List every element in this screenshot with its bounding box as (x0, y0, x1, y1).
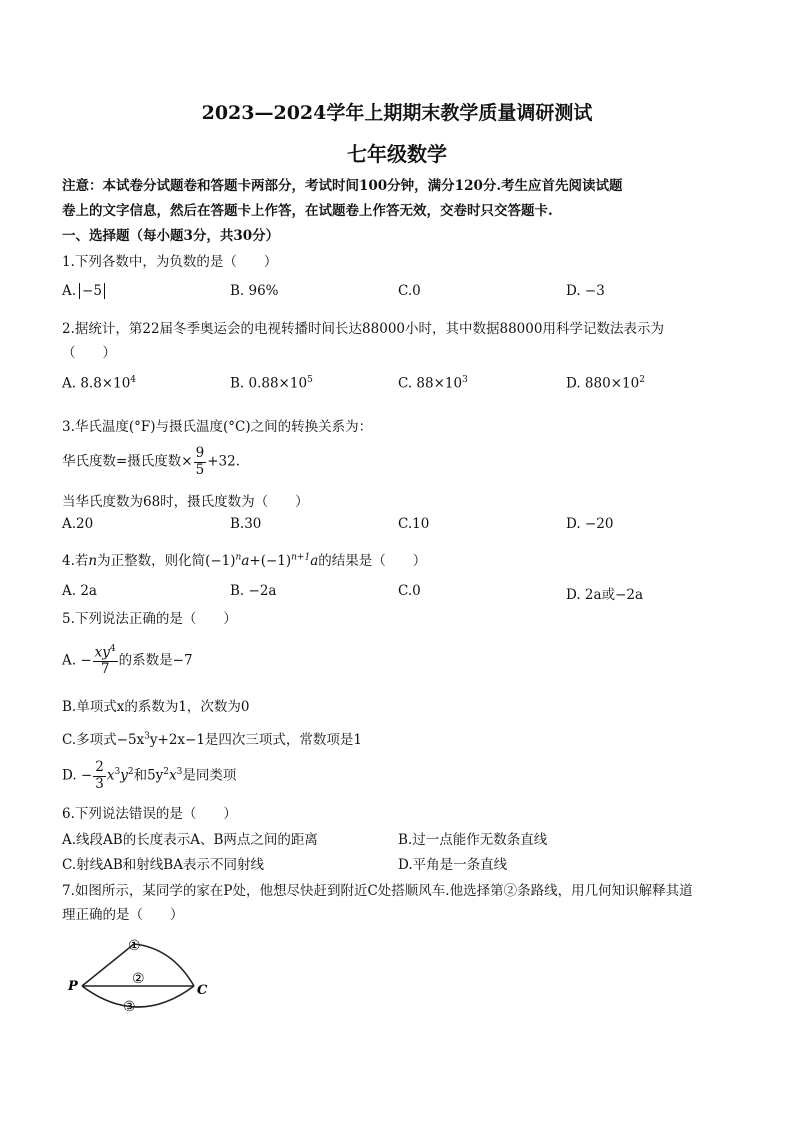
q5-a-num-exp: 4 (109, 644, 116, 654)
q1-stem: 1.下列各数中，为负数的是（ ） (62, 254, 278, 270)
q5-d-e1: 3 (114, 767, 121, 778)
q5-d-e4: 3 (176, 767, 183, 778)
q6-option-b: B.过一点能作无数条直线 (398, 832, 548, 848)
q5-d-t2: y (120, 767, 128, 784)
q2-d-base: D. 880×10 (566, 375, 640, 392)
q1-option-b: B. 96% (230, 283, 279, 299)
q3-option-a: A.20 (62, 516, 94, 532)
q7-line-1: 7.如图所示，某同学的家在P处，他想尽快赶到附近C处搭顺风车.他选择第②条路线，用几何知识解释其道 (62, 883, 693, 899)
q5-a-num (93, 644, 118, 662)
q2-c-base: C. 88×10 (398, 375, 463, 392)
route-1-label: ① (128, 938, 141, 954)
q4-var: n (88, 553, 98, 569)
q2-d-exp: 2 (639, 375, 645, 385)
q4-suffix: 的结果是（ ） (318, 553, 427, 569)
q3-question: 当华氏度数为68时，摄氏度数为（ ） (62, 494, 309, 510)
q4-option-c: C.0 (398, 583, 421, 599)
q3-stem: 3.华氏温度(°F)与摄氏温度(°C)之间的转换关系为： (62, 419, 373, 435)
q5-option-d (62, 760, 236, 792)
q7-line-2: 理正确的是（ ） (62, 907, 184, 923)
q5-d-t3: x (169, 767, 177, 784)
q5-a-fraction (93, 644, 118, 678)
q5-a-num-text: xy (94, 644, 110, 661)
route-3-arc (82, 986, 194, 1007)
q4-a-2: a (310, 553, 319, 569)
q5-option-c (62, 728, 362, 748)
q4-plus: + (249, 553, 261, 569)
q5-d-t1: x (106, 767, 115, 784)
q3-formula (62, 446, 240, 478)
q6-option-d: D.平角是一条直线 (398, 857, 508, 873)
q6-option-a: A.线段AB的长度表示A、B两点之间的距离 (62, 832, 318, 848)
q5-option-a (62, 644, 193, 678)
q5-d-suffix: 是同类项 (182, 767, 237, 784)
q4-expr-2: (−1) (260, 553, 292, 569)
q5-c-exp: 3 (144, 731, 150, 742)
q5-c-prefix: C.多项式−5x (62, 732, 145, 748)
q2-option-c (398, 375, 468, 392)
q1-option-c: C.0 (398, 283, 421, 299)
q3-frac-num: 9 (195, 445, 205, 461)
q1-option-a (62, 283, 105, 299)
q2-option-a (62, 375, 136, 392)
q4-option-b: B. −2a (230, 583, 277, 599)
q2-paren: （ ） (62, 345, 116, 361)
q4-stem (62, 549, 426, 569)
q4-expr-1: (−1) (205, 553, 236, 569)
q5-d-e2: 2 (127, 767, 134, 778)
q5-d-fraction (93, 760, 106, 792)
q3-formula-right: +32. (207, 453, 240, 470)
q6-stem: 6.下列说法错误的是（ ） (62, 806, 237, 822)
q2-b-exp: 5 (307, 375, 313, 385)
label-c: C (197, 983, 208, 998)
q5-a-suffix: 的系数是−7 (118, 652, 193, 669)
q6-option-c: C.射线AB和射线BA表示不同射线 (62, 857, 264, 873)
q4-mid: 为正整数，则化简 (97, 553, 206, 569)
q2-stem: 2.据统计，第22届冬季奥运会的电视转播时间长达88000小时，其中数据88000用科学记数法表示为 (62, 321, 664, 337)
q1-a-abs-value: −5 (79, 283, 105, 299)
q4-exp-1: n (235, 552, 242, 563)
q2-a-base: A. 8.8×10 (62, 375, 131, 392)
route-figure (60, 928, 230, 1028)
q3-frac-den: 5 (195, 461, 205, 478)
q4-exp-2: n+1 (291, 552, 311, 563)
q5-d-prefix: D. − (62, 767, 93, 784)
q5-stem: 5.下列说法正确的是（ ） (62, 611, 237, 627)
q1-a-prefix: A. (62, 283, 77, 299)
q3-option-b: B.30 (230, 516, 262, 532)
section-heading: 一、选择题（每小题3分，共30分） (62, 228, 280, 244)
q2-b-base: B. 0.88×10 (230, 375, 308, 392)
q1-option-d: D. −3 (566, 283, 605, 299)
q5-d-mid: 和5y (133, 767, 164, 784)
q4-prefix: 4.若 (62, 553, 89, 569)
q5-d-den: 3 (95, 775, 104, 792)
label-p: P (68, 979, 78, 994)
q2-option-b (230, 375, 313, 392)
exam-title: 2023—2024学年上期期末教学质量调研测试 (201, 102, 593, 124)
q5-d-e3: 2 (163, 767, 170, 778)
route-2-label: ② (132, 971, 145, 987)
q3-formula-left: 华氏度数=摄氏度数× (62, 453, 193, 470)
q5-d-num: 2 (95, 759, 104, 775)
q4-option-d: D. 2a或−2a (566, 587, 644, 603)
q5-option-b: B.单项式x的系数为1，次数为0 (62, 699, 250, 715)
notice-line-1: 注意：本试卷分试题卷和答题卡两部分，考试时间100分钟，满分120分.考生应首先阅读试题 (62, 178, 623, 194)
q2-a-exp: 4 (130, 375, 137, 385)
q3-fraction (194, 446, 207, 478)
q4-option-a: A. 2a (62, 583, 97, 599)
q2-c-exp: 3 (462, 375, 468, 385)
q4-a-1: a (241, 553, 250, 569)
q5-a-prefix: A. − (62, 652, 92, 669)
q2-option-d (566, 375, 645, 392)
exam-subtitle: 七年级数学 (347, 142, 447, 166)
q5-c-rest: y+2x−1是四次三项式，常数项是1 (149, 732, 363, 748)
q5-a-den: 7 (100, 661, 110, 678)
route-3-label: ③ (123, 999, 136, 1015)
q3-option-d: D. −20 (566, 516, 614, 532)
notice-line-2: 卷上的文字信息，然后在答题卡上作答，在试题卷上作答无效，交卷时只交答题卡. (62, 203, 553, 219)
q3-option-c: C.10 (398, 516, 430, 532)
